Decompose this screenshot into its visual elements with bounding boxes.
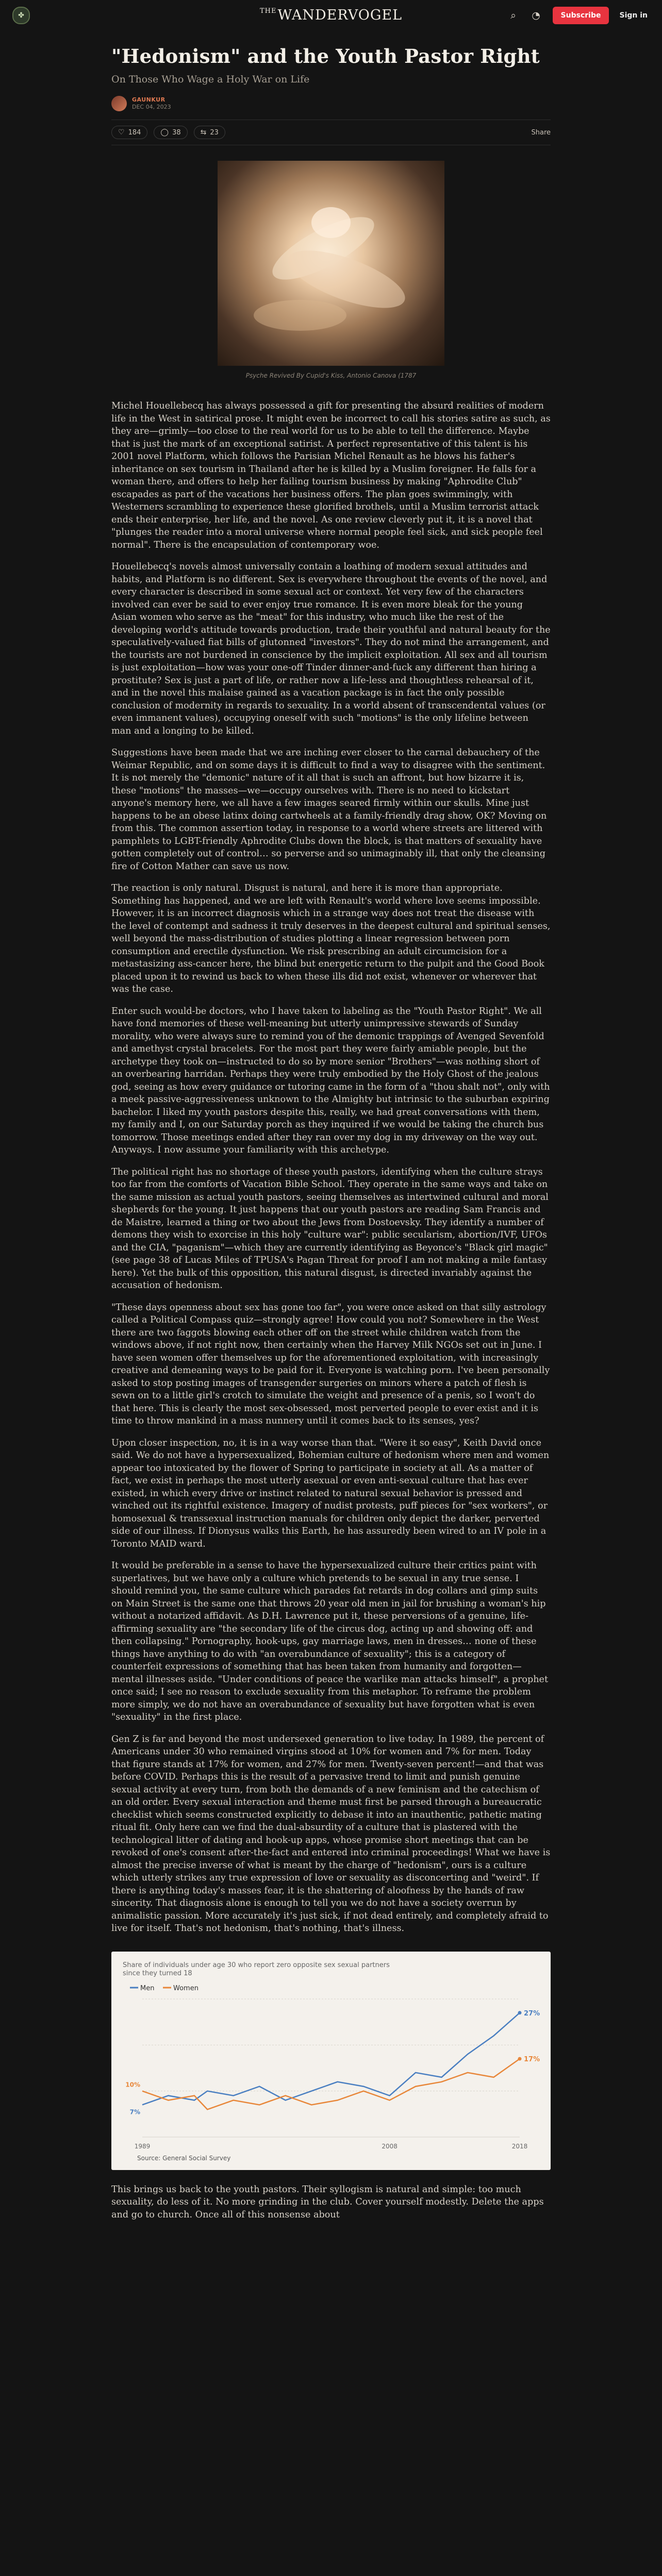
search-icon[interactable]: ⌕ [510,10,516,21]
legend-label: Men [140,1984,155,1992]
byline [111,96,551,111]
paragraph: The reaction is only natural. Disgust is natural, and here it is more than appropriate. Something has happened, and we are left with Renault's world where love seems impossible. However, it is an incorrect diagnosis which in a strange way does not treat the disease with the level of contempt and sadness it truly deserves in the deepest cultural and spiritual senses, well beyond the mass-distribution of studies plotting a linear regression between porn consumption and erectile dysfunction. We risk prescribing an adult circumcision for a metastasizing ass-cancer here, the blind but energetic return to the pulpit and the Good Book placed upon it to rewind us back to when these ills did not exist, whenever or wherever that was the case. [111,883,551,994]
chart-plot-area [125,1999,540,2150]
series-endpoint [518,2057,522,2060]
chart-title [123,1961,390,1977]
chart-source: Source: General Social Survey [137,2154,231,2162]
paragraph: "These days openness about sex has gone too far", you were once asked on that silly astrology called a Political Compass quiz—strongly agree! How could you not? Somewhere in the West there are two faggots blowing each other off on the street while children watch from the windows above, if not right now, then certainly when the Harvey Milk NGOs set out in June. I have seen women offer themselves up for the aforementioned exploitation, with increasingly creative and demeaning ways to be paid for it. Everyone is watching porn. I've been personally asked to stop posting images of transgender surgeries on minors where a patch of flesh is sewn on to a little girl's crotch to simulate the weight and presence of a penis, so I won't do that here. This is clearly the most sex-obsessed, most perverted people to ever exist and it is time to throw mankind in a mass nunnery until it comes back to its senses, yes? [111,1302,550,1426]
paragraph: It would be preferable in a sense to have the hypersexualized culture their critics paint with superlatives, but we have only a culture which pretends to be sexual in any true sense. I should remind you, the same culture which parades fat retards in dog collars and gimp suits on Main Street is the same one that throws 20 year old men in jail for brushing a woman's hip without a notarized affidavit. As D.H. Lawrence put it, these perversions of a genuine, life-affirming sexuality are "the secondary life of the circus dog, acting up and showing off: and then collapsing." Pornography, hook-ups, gay marriage laws, men in dresses… none of these things have anything to do with "an overabundance of sexuality"; this is a category of counterfeit expressions of something that has been taken from humanity and forgotten—mental illnesses aside. "Under conditions of peace the warlike man attacks himself", a prophet once said; I see no reason to exclude sexuality from this metaphor. To reframe the problem more simply, we do not have an overabundance of sexuality but have forgotten what is even "sexuality" in the first place. [111,1561,549,1722]
share-button[interactable]: Share [531,128,551,137]
publish-date: DEC 04, 2023 [132,104,171,110]
series-end-label: 27% [524,2009,540,2018]
line-chart [111,1952,551,2170]
restack-count: 23 [210,128,219,137]
hero-image[interactable] [218,161,444,366]
chart-title-line: since they turned 18 [123,1969,192,1977]
paragraph: Michel Houellebecq has always possessed a gift for presenting the absurd realities of modern life in the West in satirical prose. It might even be incorrect to call his stories satire as such, as they are—grimly—too close to the real world for us to be able to tell the difference. Maybe that is just the mark of an exceptional satirist. A perfect representative of this talent is his 2001 novel Platform, which follows the Parisian Michel Renault as he blows his father's inheritance on sex tourism in Thailand after he is killed by a Muslim foreigner. He falls for a woman there, and offers to help her failing tourism business by making "Aphrodite Club" escapades as part of the vacations her business offers. The plan goes swimmingly, with Westerners scrambling to experience these glorified brothels, until a Muslim terrorist attack ends their enterprise, her life, and the novel. As one review cleverly put it, it is a novel that "plunges the reader into a moral universe where normal people feel sick, and sick people feel normal". There is the encapsulation of contemporary woe. [111,401,551,550]
restack-icon: ⇆ [200,128,207,137]
chart-title-line: Share of individuals under age 30 who report zero opposite sex sexual partners [123,1961,390,1969]
publication-logo-icon[interactable]: ✤ [12,7,30,24]
article [111,44,551,2230]
paragraph: The political right has no shortage of these youth pastors, identifying when the culture strays too far from the comforts of Vacation Bible School. They operate in the same ways and take on the same mission as actual youth pastors, seeing themselves as intertwined cultural and moral shepherds for the young. It just happens that our youth pastors are reading Sam Francis and de Maistre, learned a thing or two about the Jews from Dostoevsky. They identify a number of demons they wish to exorcise in this holy "culture war": public secularism, abortion/IVF, UFOs and the CIA, "paganism"—which they are currently identifying as Beyonce's "Black girl magic" (see page 38 of Lucas Miles of TPUSA's Pagan Threat for proof I am not making a mile fantasy here). Yet the bulk of this opposition, this natural disgust, is directed invariably against the accusation of hedonism. [111,1166,549,1291]
x-tick-label: 2018 [511,2142,528,2150]
chart-legend [130,1985,198,1992]
author-name[interactable]: GAUNKUR [132,96,166,103]
paragraph: Gen Z is far and beyond the most undersexed generation to live today. In 1989, the percent of Americans under 30 who remained virgins stood at 10% for women and 7% for men. Today that figure stands at 17% for women, and 27% for men. Twenty-seven percent!—and that was before COVID. Perhaps this is the result of a pervasive trend to limit and punish genuine sexual activity at every turn, from both the demands of a new feminism and the catechism of an old order. Every sexual interaction and theme must first be parsed through a bureaucratic checklist which seems constructed explicitly to debase it into an inauthentic, pathetic mating ritual fit. Only here can we find the dual-absurdity of a culture that is plastered with the technological litter of dating and hook-up apps, whose promise short meetings that can be revoked of one's consent after-the-fact and entered into criminal proceedings! What we have is almost the precise inverse of what is meant by the charge of "hedonism", ours is a culture which utterly strikes any true expression of love or sexuality as disconcerting and "weird". If there is anything today's masses fear, it is the shattering of aloofness by the hands of raw sincerity. That diagnosis alone is enough to tell you we do not have a society overrun by animalistic passion. More accurately it's just sick, if not dead entirely, and completely afraid to live for itself. That's not hedonism, that's nothing, that's illness. [111,1734,551,1934]
wordmark-prefix: THE [259,7,277,15]
legend-label: Women [173,1984,198,1992]
sculpture-illustration [218,161,444,366]
account-icon[interactable]: ◔ [532,10,540,21]
paragraph: Upon closer inspection, no, it is in a way worse than that. "Were it so easy", Keith David once said. We do not have a hypersexualized, Bohemian culture of hedonism where men and women appear too intoxicated by the flower of Spring to participate in society at all. As a matter of fact, we exist in perhaps the most utterly asexual or even anti-sexual culture that has ever existed, in which every drive or instinct related to natural sexual behavior is pressed and winched out its rightful existence. Imagery of nudist protests, puff pieces for "sex workers", or homosexual & transsexual instruction manuals for children only depict the darker, perverted side of our illness. If Dionysus walks this Earth, he has assuredly been wired to an IV pole in a Toronto MAID ward. [111,1437,550,1549]
paragraph: Houellebecq's novels almost universally contain a loathing of modern sexual attitudes and habits, and Platform is no different. Sex is everywhere throughout the events of the novel, and every character is described in some sexual act or context. Yet very few of the characters involved can ever be said to ever enjoy true romance. It is even more bleak for the young Asian women who serve as the "meat" for this industry, who much like the rest of the developing world's attitude towards production, trade their youthful and natural beauty for the speculatively-valued fiat bills of glutonned "investors". They do not mind the arrangement, and the tourists are not burdened in conscience by the implicit exploitation. All sex and all tourism is just exploitation—how was your one-off Tinder dinner-and-fuck any different than hiring a prostitute? Sex is just a part of life, or rather now a life-less and thoughtless rehearsal of it, and in the novel this malaise gained as a vacation package is in fact the only possible conclusion of modernity in regards to sexuality. In a world absent of transcendental values (or even immanent values), occupying oneself with such "motions" is the only lifeline between man and a longing to be killed. [111,562,551,736]
article-body [111,400,551,2221]
heart-icon: ♡ [118,128,125,137]
sign-in-button[interactable]: Sign in [619,11,648,20]
series-end-label: 17% [524,2055,540,2063]
chart-card [111,1952,551,2170]
x-tick-label: 2008 [382,2142,398,2150]
paragraph: Enter such would-be doctors, who I have taken to labeling as the "Youth Pastor Right". We all have fond memories of these well-meaning but utterly unimpressive stewards of Sunday morality, who were always sure to remind you of the demonic trappings of Avenged Sevenfold and amethyst crystal bracelets. For the most part they were fairly amiable people, but the archetype they took on—instructed to do so by more senior "Brothers"—was nothing short of an overbearing harridan. Perhaps they were truly embodied by the Holy Ghost of the jealous god, seeing as how every guidance or tutoring came in the form of a "thou shalt not", only with a meek passive-aggressiveness unknown to the Almighty but intrinsic to the suburban expiring bachelor. I liked my youth pastors despite this, really, we had great conversations with them, my family and I, on our Saturday porch as they inquired if we would be taking the church bus tomorrow. Those meetings ended after they ran over my dog in my driveway on the way out. Anyways. I now assume your familiarity with this archetype. [111,1006,550,1155]
wordmark-name: WANDERVOGEL [277,7,403,23]
top-navigation [0,0,662,31]
image-caption: Psyche Revived By Cupid's Kiss, Antonio Canova (1787 [245,372,417,379]
series-endpoint [518,2011,522,2014]
series-start-label: 7% [129,2108,140,2115]
article-title: "Hedonism" and the Youth Pastor Right [111,45,540,67]
x-tick-label: 1989 [134,2142,151,2150]
comment-count: 38 [172,128,181,137]
like-count: 184 [128,128,141,137]
hero-figure [111,161,551,379]
author-avatar[interactable] [111,96,127,111]
restack-button[interactable] [194,126,225,139]
comment-icon: ◯ [160,128,169,137]
article-subtitle: On Those Who Wage a Holy War on Life [111,74,310,85]
subscribe-button[interactable]: Subscribe [553,7,609,24]
paragraph: This brings us back to the youth pastors. Their syllogism is natural and simple: too much sexuality, do less of it. No more grinding in the club. Cover yourself modestly. Delete the apps and go to church. Once all of this nonsense about [111,2184,544,2220]
like-button[interactable] [111,126,147,139]
series-start-label: 10% [125,2081,140,2089]
engagement-bar [111,120,551,145]
comment-button[interactable] [154,126,187,139]
paragraph: Suggestions have been made that we are inching ever closer to the carnal debauchery of the Weimar Republic, and on some days it is difficult to find a way to disagree with the sentiment. It is not merely the "demonic" nature of it all that is such an affront, but how bizarre it is, these "motions" the masses—we—occupy ourselves with. There is no need to kickstart anyone's memory here, we all have a few images seared firmly within our skulls. Mine just happens to be an obese latinx doing cartwheels at a family-friendly drag show, OK? Moving on from this. The common assertion today, in response to a world where streets are littered with pamphlets to LGBT-friendly Aphrodite Clubs down the block, is that matters of sexuality have gotten completely out of control… so perverse and so unimaginably ill, that only the cleansing fire of Cotton Mather can save us now. [111,748,547,872]
